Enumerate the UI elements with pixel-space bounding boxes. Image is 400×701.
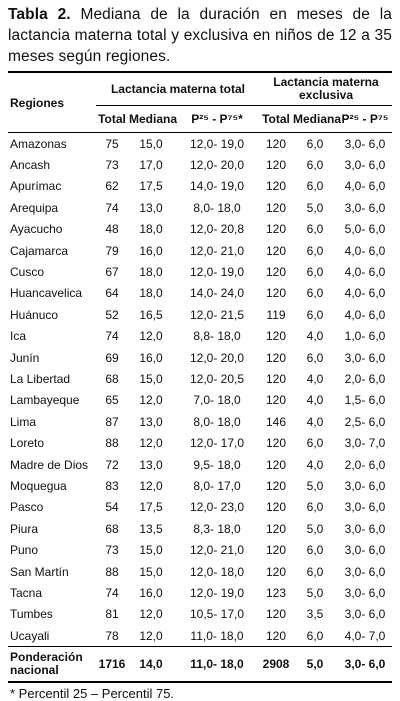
- cell-total-exclusive: 120: [265, 222, 287, 237]
- cell-percentile-exclusive: 3,0- 6,0: [344, 543, 386, 558]
- cell-region: Tumbes: [10, 607, 53, 622]
- cell-percentile-exclusive: 3,0- 6,0: [344, 607, 386, 622]
- cell-median-exclusive: 4,0: [306, 371, 324, 386]
- cell-total: 68: [105, 371, 119, 386]
- cell-median-exclusive: 5,0: [306, 585, 324, 600]
- cell-median: 12,0: [139, 436, 163, 451]
- cell-total: 74: [105, 200, 119, 215]
- cell-total-exclusive: 120: [265, 200, 287, 215]
- cell-median: 18,0: [139, 286, 163, 301]
- cell-total-exclusive: 120: [265, 457, 287, 472]
- cell-percentile: 12,0- 19,0: [189, 585, 245, 600]
- cell-median: 17,5: [139, 179, 163, 194]
- cell-total-exclusive: 120: [265, 500, 287, 515]
- cell-region: Apurímac: [10, 179, 62, 194]
- cell-total-exclusive: 120: [265, 136, 287, 151]
- cell-percentile: 12,0- 20,0: [189, 350, 245, 365]
- table-row: [8, 411, 392, 432]
- cell-total: 62: [105, 179, 119, 194]
- header-group-exclusive: Lactancia materna exclusiva: [260, 73, 392, 106]
- cell-region: La Libertad: [10, 371, 71, 386]
- table-row: [8, 304, 392, 325]
- table-caption: [8, 4, 392, 67]
- cell-median-exclusive: 6,0: [306, 564, 324, 579]
- cell-median: 13,0: [139, 414, 163, 429]
- cell-percentile-exclusive: 4,0- 6,0: [344, 286, 386, 301]
- cell-percentile: 9,5- 18,0: [193, 457, 241, 472]
- cell-percentile-exclusive: 3,0- 6,0: [344, 478, 386, 493]
- cell-percentile: 14,0- 24,0: [189, 286, 245, 301]
- cell-total: 81: [105, 607, 119, 622]
- cell-median-exclusive: 6,0: [306, 265, 324, 280]
- cell-median: 15,0: [139, 371, 163, 386]
- cell-region: San Martín: [10, 564, 69, 579]
- cell-median-exclusive: 4,0: [306, 414, 324, 429]
- cell-total-exclusive: 120: [265, 564, 287, 579]
- cell-median: 13,0: [139, 457, 163, 472]
- cell-percentile: 12,0- 17,0: [189, 436, 245, 451]
- cell-percentile: 8,3- 18,0: [193, 521, 241, 536]
- header-regions: Regiones: [8, 73, 96, 133]
- cell-percentile-exclusive: 3,0- 7,0: [344, 436, 386, 451]
- header-percentile-exclusive: P²⁵ - P⁷⁵: [338, 106, 392, 133]
- cell-percentile: 11,0- 18,0: [190, 628, 244, 643]
- header-median: Mediana: [128, 106, 174, 133]
- cell-region: Lima: [10, 414, 37, 429]
- table-row: [8, 604, 392, 625]
- cell-median-exclusive: 3,5: [306, 607, 324, 622]
- table-row: [8, 432, 392, 453]
- cell-total-exclusive: 120: [265, 543, 287, 558]
- cell-total: 65: [105, 393, 119, 408]
- cell-median: 17,5: [139, 500, 163, 515]
- table-row: [8, 454, 392, 475]
- cell-median-exclusive: 6,0: [306, 543, 324, 558]
- cell-percentile: 10,5- 17,0: [189, 607, 245, 622]
- header-total-exclusive: Total: [260, 106, 292, 133]
- cell-percentile-exclusive: 2,5- 6,0: [344, 414, 386, 429]
- cell-median-exclusive: 6,0: [306, 500, 324, 515]
- table-row: [8, 347, 392, 368]
- cell-median-exclusive: 6,0: [306, 436, 324, 451]
- cell-region: Ica: [10, 329, 27, 344]
- cell-percentile: 14,0- 19,0: [189, 179, 245, 194]
- cell-median-exclusive: 6,0: [306, 628, 324, 643]
- cell-percentile-exclusive: 4,0- 6,0: [344, 179, 386, 194]
- cell-percentile-exclusive: 3,0- 6,0: [344, 136, 386, 151]
- table-row: [8, 475, 392, 496]
- cell-region: Ancash: [10, 158, 51, 173]
- table-row: [8, 240, 392, 261]
- cell-median: 13,5: [139, 521, 163, 536]
- cell-total-exclusive: 119: [266, 307, 286, 322]
- cell-total: 87: [105, 414, 119, 429]
- cell-median-exclusive: 4,0: [306, 457, 324, 472]
- cell-median-exclusive: 5,0: [306, 521, 324, 536]
- cell-median-national: 14,0: [128, 647, 174, 683]
- table-row: [8, 197, 392, 218]
- cell-total-exclusive: 120: [265, 350, 287, 365]
- table-row: [8, 539, 392, 560]
- cell-percentile-exclusive: 3,0- 6,0: [344, 158, 386, 173]
- cell-total: 52: [105, 307, 119, 322]
- cell-total: 64: [105, 286, 119, 301]
- cell-percentile-exclusive: 3,0- 6,0: [344, 500, 386, 515]
- cell-median: 18,0: [139, 222, 163, 237]
- cell-region-national: Ponderación nacional: [8, 647, 96, 683]
- cell-percentile: 12,0- 21,5: [189, 307, 245, 322]
- cell-total-exclusive: 120: [265, 393, 287, 408]
- cell-total: 83: [105, 478, 119, 493]
- cell-total: 54: [105, 500, 119, 515]
- table-row: [8, 219, 392, 240]
- table-row: [8, 326, 392, 347]
- cell-percentile: 8,0- 18,0: [193, 200, 241, 215]
- cell-median: 12,0: [139, 607, 163, 622]
- cell-region: Ucayali: [10, 628, 50, 643]
- cell-percentile: 8,0- 17,0: [193, 478, 241, 493]
- cell-region: Arequipa: [10, 200, 59, 215]
- cell-median-exclusive: 6,0: [306, 307, 324, 322]
- cell-total: 73: [105, 158, 119, 173]
- header-total: Total: [96, 106, 128, 133]
- cell-percentile: 8,8- 18,0: [193, 329, 241, 344]
- cell-region: Puno: [10, 543, 39, 558]
- cell-total-exclusive: 120: [265, 371, 287, 386]
- table-row: [8, 261, 392, 282]
- cell-percentile-exclusive: 3,0- 6,0: [344, 200, 386, 215]
- table-row: [8, 133, 392, 155]
- caption-label: Tabla 2.: [8, 6, 71, 23]
- cell-median-exclusive-national: 5,0: [292, 647, 338, 683]
- cell-total-exclusive: 120: [265, 628, 287, 643]
- cell-total: 78: [105, 628, 119, 643]
- cell-total: 74: [105, 585, 119, 600]
- cell-percentile-exclusive: 3,0- 6,0: [344, 521, 386, 536]
- cell-median-exclusive: 6,0: [306, 158, 324, 173]
- cell-region: Huancavelica: [10, 286, 83, 301]
- table-row: [8, 176, 392, 197]
- cell-total: 69: [105, 350, 119, 365]
- cell-percentile-exclusive: 5,0- 6,0: [344, 222, 386, 237]
- table-row: [8, 582, 392, 603]
- cell-percentile: 12,0- 19,0: [189, 265, 245, 280]
- cell-percentile: 12,0- 20,5: [189, 371, 245, 386]
- cell-percentile-national: 11,0- 18,0: [174, 647, 260, 683]
- header-median-exclusive: Mediana: [292, 106, 338, 133]
- cell-percentile-exclusive: 1,0- 6,0: [344, 329, 386, 344]
- cell-median-exclusive: 4,0: [306, 393, 324, 408]
- cell-total-national: 1716: [96, 647, 128, 683]
- header-percentile-total: P²⁵ - P⁷⁵*: [174, 106, 260, 133]
- cell-median-exclusive: 6,0: [306, 222, 324, 237]
- header-group-total: Lactancia materna total: [96, 73, 260, 106]
- cell-percentile: 8,0- 18,0: [193, 414, 241, 429]
- cell-percentile-exclusive: 4,0- 7,0: [344, 628, 386, 643]
- cell-total-exclusive: 120: [265, 521, 287, 536]
- cell-percentile-exclusive: 2,0- 6,0: [344, 457, 386, 472]
- table-row: [8, 154, 392, 175]
- cell-percentile-exclusive: 3,0- 6,0: [344, 564, 386, 579]
- cell-percentile: 12,0- 19,0: [189, 136, 245, 151]
- cell-median: 12,0: [139, 329, 163, 344]
- cell-total-exclusive: 120: [265, 478, 287, 493]
- cell-percentile-exclusive: 4,0- 6,0: [344, 243, 386, 258]
- cell-total-exclusive: 120: [265, 329, 287, 344]
- cell-total-exclusive-national: 2908: [260, 647, 292, 683]
- cell-total-exclusive: 123: [265, 585, 287, 600]
- cell-total-exclusive: 120: [265, 265, 287, 280]
- cell-percentile-exclusive: 4,0- 6,0: [344, 307, 386, 322]
- cell-percentile: 12,0- 18,0: [189, 564, 245, 579]
- cell-region: Madre de Dios: [10, 457, 89, 472]
- cell-total: 88: [105, 436, 119, 451]
- cell-region: Huánuco: [10, 307, 59, 322]
- cell-median: 12,0: [139, 478, 163, 493]
- cell-region: Piura: [10, 521, 39, 536]
- cell-median: 13,0: [139, 200, 163, 215]
- cell-total: 68: [105, 521, 119, 536]
- cell-median: 16,0: [139, 243, 163, 258]
- cell-total: 48: [105, 222, 119, 237]
- cell-median: 16,0: [139, 585, 163, 600]
- cell-median: 12,0: [139, 628, 163, 643]
- data-table: [8, 71, 392, 683]
- cell-region: Pasco: [10, 500, 44, 515]
- table-body: [8, 133, 392, 683]
- cell-median: 16,5: [139, 307, 163, 322]
- cell-percentile-exclusive: 1,5- 6,0: [344, 393, 386, 408]
- cell-median-exclusive: 4,0: [306, 329, 324, 344]
- cell-total-exclusive: 120: [265, 158, 287, 173]
- cell-median-exclusive: 6,0: [306, 179, 324, 194]
- cell-median-exclusive: 6,0: [306, 350, 324, 365]
- cell-median-exclusive: 5,0: [306, 200, 324, 215]
- cell-percentile-exclusive: 4,0- 6,0: [344, 265, 386, 280]
- cell-median: 15,0: [139, 136, 163, 151]
- cell-median-exclusive: 5,0: [306, 478, 324, 493]
- cell-median: 15,0: [139, 564, 163, 579]
- footnote: * Percentil 25 – Percentil 75.: [10, 686, 175, 701]
- cell-median: 16,0: [139, 350, 163, 365]
- cell-median-exclusive: 6,0: [306, 286, 324, 301]
- cell-percentile: 12,0- 20,0: [189, 158, 245, 173]
- cell-region: Tacna: [10, 585, 43, 600]
- table-row: [8, 518, 392, 539]
- cell-total: 88: [105, 564, 119, 579]
- cell-total: 74: [105, 329, 119, 344]
- cell-total: 73: [105, 543, 119, 558]
- cell-region: Moquegua: [10, 478, 67, 493]
- cell-percentile-exclusive-national: 3,0- 6,0: [338, 647, 392, 683]
- cell-percentile-exclusive: 3,0- 6,0: [344, 350, 386, 365]
- cell-region: Junín: [10, 350, 40, 365]
- cell-total-exclusive: 120: [265, 243, 287, 258]
- cell-region: Lambayeque: [10, 393, 80, 408]
- cell-percentile: 12,0- 21,0: [189, 543, 245, 558]
- cell-total: 67: [105, 265, 119, 280]
- caption-text: Mediana de la duración en meses de la lactancia materna total y exclusiva en niños de 12 a 35 meses según regiones.: [8, 6, 392, 65]
- cell-total-exclusive: 120: [265, 286, 287, 301]
- cell-median-exclusive: 6,0: [306, 136, 324, 151]
- table-row: [8, 625, 392, 647]
- cell-median: 17,0: [139, 158, 163, 173]
- cell-percentile-exclusive: 3,0- 6,0: [344, 585, 386, 600]
- cell-region: Ayacucho: [10, 222, 63, 237]
- cell-percentile: 12,0- 23,0: [189, 500, 245, 515]
- cell-percentile: 12,0- 20,8: [189, 222, 245, 237]
- cell-total-exclusive: 120: [265, 607, 287, 622]
- table-row-total: [8, 647, 392, 683]
- cell-region: Amazonas: [10, 136, 67, 151]
- cell-percentile: 7,0- 18,0: [193, 393, 241, 408]
- cell-total-exclusive: 120: [265, 436, 287, 451]
- cell-total: 75: [105, 136, 119, 151]
- table-row: [8, 561, 392, 582]
- cell-median: 18,0: [139, 265, 163, 280]
- cell-total-exclusive: 146: [265, 414, 287, 429]
- table-row: [8, 368, 392, 389]
- cell-median: 15,0: [139, 543, 163, 558]
- table-row: [8, 283, 392, 304]
- cell-region: Cajamarca: [10, 243, 69, 258]
- cell-percentile-exclusive: 2,0- 6,0: [344, 371, 386, 386]
- cell-total-exclusive: 120: [265, 179, 287, 194]
- table-row: [8, 497, 392, 518]
- cell-percentile: 12,0- 21,0: [189, 243, 245, 258]
- table-row: [8, 390, 392, 411]
- cell-median-exclusive: 6,0: [306, 243, 324, 258]
- cell-median: 12,0: [139, 393, 163, 408]
- cell-region: Cusco: [10, 265, 45, 280]
- cell-total: 72: [105, 457, 119, 472]
- cell-region: Loreto: [10, 436, 45, 451]
- cell-total: 79: [105, 243, 119, 258]
